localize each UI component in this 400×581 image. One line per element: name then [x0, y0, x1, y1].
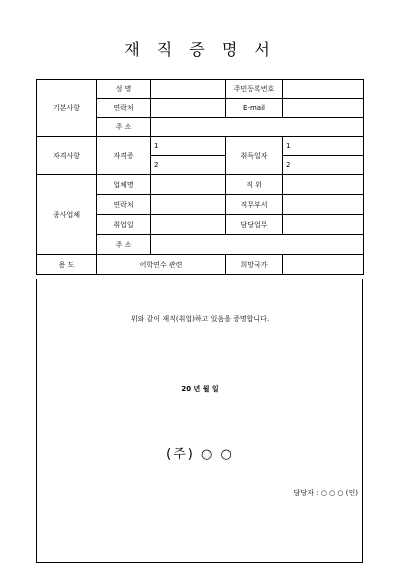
basic-section-label: 기본사항 [37, 80, 97, 137]
manager-signature: 담당자 : ○ ○ ○ (인) [293, 489, 358, 497]
country-label: 희망국가 [226, 255, 283, 275]
company-label: 업체명 [97, 175, 151, 195]
acquired-date-field-1[interactable]: 1 [283, 137, 364, 156]
cert-section-label: 자격사항 [37, 137, 97, 175]
join-date-field[interactable] [151, 215, 226, 235]
rrn-field[interactable] [283, 80, 364, 99]
contact-label: 연락처 [97, 99, 151, 118]
cert-field-1[interactable]: 1 [151, 137, 226, 156]
document-title: 재 직 증 명 서 [124, 40, 276, 59]
employer-contact-label: 연락처 [97, 195, 151, 215]
statement-text: 위와 같이 재직(취업)하고 있음을 증명합니다. [130, 315, 270, 323]
company-field[interactable] [151, 175, 226, 195]
employer-address-field[interactable] [151, 235, 364, 255]
name-label: 성 명 [97, 80, 151, 99]
employer-address-label: 주 소 [97, 235, 151, 255]
rrn-label: 주민등록번호 [226, 80, 283, 99]
email-field[interactable] [283, 99, 364, 118]
department-field[interactable] [283, 195, 364, 215]
purpose-value[interactable]: 어학연수 관련 [97, 255, 226, 275]
department-label: 직무부서 [226, 195, 283, 215]
contact-field[interactable] [151, 99, 226, 118]
name-field[interactable] [151, 80, 226, 99]
country-field[interactable] [283, 255, 364, 275]
cert-label: 자격증 [97, 137, 151, 175]
purpose-label: 용 도 [37, 255, 97, 275]
employer-section-label: 종사업체 [37, 175, 97, 255]
certificate-form-table [36, 79, 364, 275]
acquired-date-label: 취득일자 [226, 137, 283, 175]
acquired-date-field-2[interactable]: 2 [283, 156, 364, 175]
cert-field-2[interactable]: 2 [151, 156, 226, 175]
position-field[interactable] [283, 175, 364, 195]
issue-date: 20 년 월 일 [181, 385, 219, 393]
join-date-label: 취업일 [97, 215, 151, 235]
address-field[interactable] [151, 118, 364, 137]
duty-label: 담당업무 [226, 215, 283, 235]
company-name: (주) ○ ○ [166, 447, 234, 462]
email-label: E-mail [226, 99, 283, 118]
address-label: 주 소 [97, 118, 151, 137]
duty-field[interactable] [283, 215, 364, 235]
employer-contact-field[interactable] [151, 195, 226, 215]
position-label: 직 위 [226, 175, 283, 195]
